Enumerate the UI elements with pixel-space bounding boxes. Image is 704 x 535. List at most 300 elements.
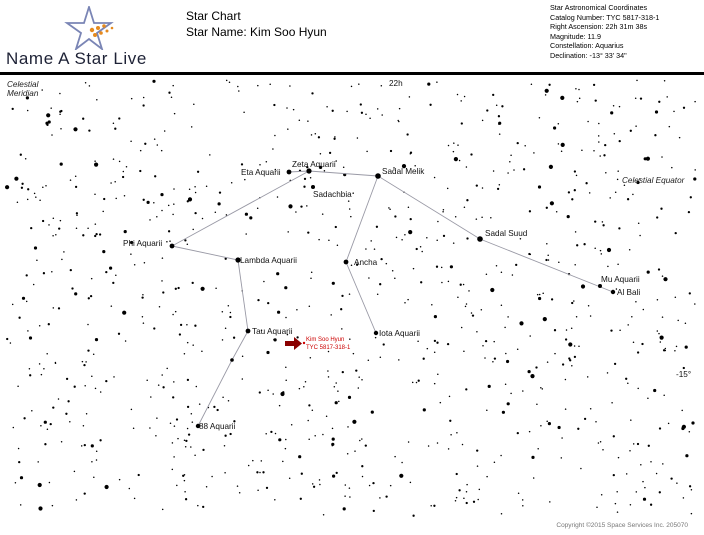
- background-star: [650, 504, 652, 506]
- background-star: [433, 505, 435, 507]
- background-star: [172, 214, 174, 216]
- background-star: [613, 474, 615, 476]
- background-star: [43, 368, 45, 370]
- background-star: [499, 133, 501, 135]
- background-star: [561, 457, 563, 459]
- background-star: [551, 298, 553, 300]
- background-star: [337, 244, 339, 246]
- background-star: [565, 408, 567, 410]
- background-star: [341, 328, 343, 330]
- background-star: [102, 211, 104, 213]
- background-star: [277, 196, 279, 198]
- background-star: [87, 349, 89, 351]
- star-eta: [287, 170, 292, 175]
- background-star: [312, 483, 314, 485]
- background-star: [155, 435, 157, 437]
- background-star: [257, 85, 259, 87]
- star-al-bali: [611, 290, 615, 294]
- background-star: [657, 299, 659, 301]
- background-star: [568, 191, 570, 193]
- background-star: [390, 485, 392, 487]
- background-star: [91, 444, 94, 447]
- background-star: [94, 235, 96, 237]
- background-star: [256, 471, 258, 473]
- background-star: [443, 235, 445, 237]
- background-star: [249, 216, 252, 219]
- label-iota-aquarii: Iota Aquarii: [379, 329, 420, 338]
- background-star: [665, 348, 667, 350]
- background-star: [677, 320, 679, 322]
- background-star: [429, 104, 431, 106]
- background-star: [598, 141, 600, 143]
- background-star: [276, 272, 279, 275]
- background-star: [501, 513, 503, 515]
- background-star: [344, 495, 346, 497]
- background-star: [76, 212, 78, 214]
- background-star: [530, 374, 534, 378]
- background-star: [490, 217, 492, 219]
- background-star: [83, 425, 85, 427]
- background-star: [460, 284, 462, 286]
- background-star: [41, 374, 43, 376]
- background-star: [607, 248, 611, 252]
- background-star: [172, 396, 174, 398]
- background-star: [184, 440, 186, 442]
- background-star: [418, 380, 420, 382]
- background-star: [168, 230, 170, 232]
- background-star: [434, 177, 436, 179]
- background-star: [263, 281, 265, 283]
- background-star: [615, 191, 617, 193]
- background-star: [329, 152, 331, 154]
- background-star: [123, 171, 125, 173]
- background-star: [490, 288, 494, 292]
- background-star: [602, 221, 604, 223]
- background-star: [289, 85, 291, 87]
- background-star: [305, 381, 307, 383]
- background-star: [674, 350, 676, 352]
- label-zeta-aquarii: Zeta Aquarii: [292, 160, 336, 169]
- background-star: [506, 360, 509, 363]
- background-star: [192, 421, 194, 423]
- background-star: [286, 107, 288, 109]
- background-star: [161, 210, 163, 212]
- background-star: [376, 226, 378, 228]
- background-star: [38, 506, 42, 510]
- background-star: [408, 207, 410, 209]
- background-star: [50, 107, 52, 109]
- background-star: [153, 202, 155, 204]
- background-star: [627, 198, 629, 200]
- background-star: [618, 227, 620, 229]
- background-star: [481, 309, 483, 311]
- background-star: [96, 451, 98, 453]
- background-star: [259, 164, 261, 166]
- background-star: [172, 442, 174, 444]
- background-star: [545, 94, 547, 96]
- background-star: [440, 402, 442, 404]
- background-star: [406, 133, 408, 135]
- background-star: [565, 379, 567, 381]
- background-star: [226, 80, 228, 82]
- background-star: [349, 487, 351, 489]
- background-star: [599, 155, 601, 157]
- background-star: [291, 424, 293, 426]
- background-star: [436, 266, 438, 268]
- background-star: [421, 251, 423, 253]
- background-star: [192, 229, 194, 231]
- background-star: [99, 233, 101, 235]
- background-star: [517, 348, 519, 350]
- background-star: [134, 498, 136, 500]
- background-star: [187, 200, 189, 202]
- background-star: [355, 369, 357, 371]
- background-star: [575, 88, 577, 90]
- background-star: [412, 382, 414, 384]
- background-star: [540, 387, 542, 389]
- background-star: [441, 282, 443, 284]
- background-star: [663, 349, 665, 351]
- background-star: [637, 443, 639, 445]
- celestial-meridian-label-2: Meridian: [7, 89, 39, 98]
- background-star: [673, 111, 675, 113]
- background-star: [584, 418, 586, 420]
- label-sadal-suud: Sadal Suud: [485, 229, 528, 238]
- background-star: [173, 203, 175, 205]
- background-star: [70, 269, 72, 271]
- background-star: [691, 513, 693, 515]
- background-star: [173, 381, 175, 383]
- background-star: [139, 170, 141, 172]
- background-star: [352, 420, 356, 424]
- background-star: [224, 472, 226, 474]
- background-star: [194, 186, 196, 188]
- background-star: [170, 422, 172, 424]
- background-star: [381, 114, 383, 116]
- background-star: [96, 99, 98, 101]
- background-star: [310, 177, 312, 179]
- background-star: [486, 476, 488, 478]
- background-star: [52, 235, 54, 237]
- background-star: [583, 243, 585, 245]
- background-star: [172, 469, 174, 471]
- background-star: [668, 423, 670, 425]
- background-star: [303, 386, 305, 388]
- background-star: [349, 208, 351, 210]
- background-star: [530, 254, 532, 256]
- background-star: [73, 127, 77, 131]
- background-star: [485, 340, 487, 342]
- background-star: [558, 261, 560, 263]
- background-star: [160, 193, 163, 196]
- background-star: [82, 118, 84, 120]
- background-star: [639, 235, 641, 237]
- background-star: [233, 337, 235, 339]
- background-star: [162, 257, 164, 259]
- background-star: [609, 197, 611, 199]
- background-star: [626, 473, 628, 475]
- background-star: [349, 293, 351, 295]
- background-star: [81, 445, 83, 447]
- background-star: [417, 341, 419, 343]
- background-star: [507, 402, 510, 405]
- background-star: [307, 420, 309, 422]
- background-star: [357, 137, 359, 139]
- background-star: [416, 382, 418, 384]
- background-star: [277, 311, 280, 314]
- background-star: [174, 113, 176, 115]
- background-star: [683, 497, 685, 499]
- celestial-meridian-label: Celestial: [7, 80, 39, 89]
- background-star: [76, 499, 78, 501]
- background-star: [332, 438, 335, 441]
- background-star: [627, 324, 629, 326]
- background-star: [629, 450, 631, 452]
- background-star: [561, 437, 563, 439]
- background-star: [89, 85, 91, 87]
- background-star: [152, 80, 155, 83]
- background-star: [577, 101, 579, 103]
- background-star: [318, 136, 320, 138]
- background-star: [637, 388, 639, 390]
- background-star: [655, 110, 658, 113]
- background-star: [332, 475, 335, 478]
- background-star: [45, 122, 48, 125]
- background-star: [288, 204, 292, 208]
- background-star: [600, 441, 602, 443]
- background-star: [299, 120, 301, 122]
- background-star: [517, 142, 519, 144]
- background-star: [113, 376, 115, 378]
- background-star: [644, 487, 646, 489]
- background-star: [190, 446, 192, 448]
- background-star: [398, 359, 400, 361]
- background-star: [589, 192, 591, 194]
- background-star: [61, 259, 63, 261]
- background-star: [448, 145, 450, 147]
- background-star: [658, 268, 660, 270]
- background-star: [486, 409, 488, 411]
- background-star: [361, 465, 363, 467]
- background-star: [529, 431, 531, 433]
- background-star: [189, 188, 191, 190]
- background-star: [463, 351, 465, 353]
- background-star: [113, 158, 115, 160]
- background-star: [538, 185, 541, 188]
- background-star: [510, 393, 512, 395]
- background-star: [590, 408, 592, 410]
- background-star: [536, 404, 538, 406]
- background-star: [143, 97, 145, 99]
- background-star: [327, 370, 329, 372]
- background-star: [143, 199, 145, 201]
- star-logo-icon: [56, 6, 122, 50]
- background-star: [131, 409, 133, 411]
- background-star: [476, 331, 478, 333]
- background-star: [493, 170, 495, 172]
- background-star: [154, 138, 156, 140]
- background-star: [60, 220, 62, 222]
- background-star: [345, 484, 347, 486]
- background-star: [300, 498, 302, 500]
- background-star: [35, 196, 37, 198]
- background-star: [613, 105, 615, 107]
- background-star: [274, 499, 276, 501]
- background-star: [529, 335, 531, 337]
- background-star: [596, 507, 598, 509]
- background-star: [17, 385, 19, 387]
- background-star: [88, 129, 90, 131]
- background-star: [413, 268, 415, 270]
- background-star: [351, 86, 353, 88]
- background-star: [257, 299, 259, 301]
- background-star: [197, 171, 199, 173]
- background-star: [636, 491, 638, 493]
- background-star: [43, 272, 45, 274]
- background-star: [691, 489, 693, 491]
- background-star: [543, 317, 547, 321]
- background-star: [434, 315, 437, 318]
- background-star: [322, 213, 324, 215]
- background-star: [346, 111, 348, 113]
- background-star: [60, 110, 62, 112]
- background-star: [553, 126, 556, 129]
- background-star: [185, 446, 187, 448]
- background-star: [598, 135, 600, 137]
- background-star: [539, 294, 541, 296]
- background-star: [239, 492, 241, 494]
- background-star: [574, 356, 576, 358]
- background-star: [347, 426, 349, 428]
- background-star: [548, 259, 550, 261]
- background-star: [298, 455, 301, 458]
- background-star: [201, 350, 203, 352]
- background-star: [546, 421, 548, 423]
- background-star: [238, 90, 240, 92]
- background-star: [349, 496, 351, 498]
- background-star: [369, 118, 371, 120]
- background-star: [188, 433, 190, 435]
- background-star: [542, 293, 544, 295]
- background-star: [36, 259, 38, 261]
- background-star: [571, 302, 573, 304]
- background-star: [396, 237, 398, 239]
- background-star: [359, 440, 361, 442]
- background-star: [571, 198, 573, 200]
- background-star: [531, 84, 533, 86]
- background-star: [162, 386, 164, 388]
- background-star: [549, 165, 553, 169]
- background-star: [229, 81, 231, 83]
- background-star: [455, 500, 457, 502]
- background-star: [149, 219, 151, 221]
- background-star: [118, 117, 120, 119]
- background-star: [613, 435, 615, 437]
- background-star: [619, 106, 621, 108]
- background-star: [366, 151, 368, 153]
- background-star: [187, 406, 189, 408]
- background-star: [215, 288, 217, 290]
- background-star: [463, 498, 465, 500]
- background-star: [457, 144, 459, 146]
- background-star: [347, 453, 349, 455]
- background-star: [22, 297, 25, 300]
- background-star: [462, 444, 464, 446]
- background-star: [663, 394, 665, 396]
- background-star: [150, 396, 152, 398]
- background-star: [343, 166, 345, 168]
- background-star: [617, 511, 619, 513]
- background-star: [540, 425, 542, 427]
- background-star: [274, 338, 277, 341]
- background-star: [130, 253, 132, 255]
- background-star: [51, 134, 53, 136]
- background-star: [392, 270, 394, 272]
- background-star: [270, 431, 272, 433]
- background-star: [602, 224, 604, 226]
- background-star: [29, 368, 31, 370]
- background-star: [642, 481, 644, 483]
- background-star: [172, 314, 174, 316]
- background-star: [575, 231, 577, 233]
- background-star: [404, 302, 406, 304]
- background-star: [650, 461, 652, 463]
- background-star: [319, 484, 321, 486]
- background-star: [515, 264, 517, 266]
- background-star: [456, 432, 458, 434]
- background-star: [450, 265, 453, 268]
- star-iota: [374, 331, 378, 335]
- background-star: [27, 188, 29, 190]
- background-star: [186, 324, 188, 326]
- background-star: [420, 281, 422, 283]
- background-star: [509, 161, 511, 163]
- background-star: [30, 227, 32, 229]
- celestial-equator-label: Celestial Equator: [622, 176, 685, 185]
- star-mu: [598, 284, 602, 288]
- background-star: [299, 388, 301, 390]
- background-star: [95, 233, 97, 235]
- background-star: [228, 400, 230, 402]
- background-star: [224, 435, 226, 437]
- background-star: [318, 239, 320, 241]
- background-star: [466, 491, 468, 493]
- background-star: [434, 351, 436, 353]
- background-star: [484, 357, 486, 359]
- background-star: [138, 474, 140, 476]
- background-star: [358, 376, 360, 378]
- background-star: [34, 193, 36, 195]
- background-star: [662, 275, 664, 277]
- background-star: [211, 476, 213, 478]
- background-star: [194, 325, 196, 327]
- background-star: [358, 387, 360, 389]
- background-star: [265, 433, 267, 435]
- background-star: [470, 153, 472, 155]
- background-star: [547, 361, 549, 363]
- target-marker: [285, 337, 305, 350]
- background-star: [537, 294, 539, 296]
- background-star: [636, 80, 638, 82]
- background-star: [362, 476, 364, 478]
- background-star: [545, 89, 549, 93]
- background-star: [59, 113, 61, 115]
- background-star: [633, 443, 635, 445]
- background-star: [185, 440, 187, 442]
- background-star: [498, 122, 501, 125]
- background-star: [486, 273, 488, 275]
- background-star: [453, 142, 455, 144]
